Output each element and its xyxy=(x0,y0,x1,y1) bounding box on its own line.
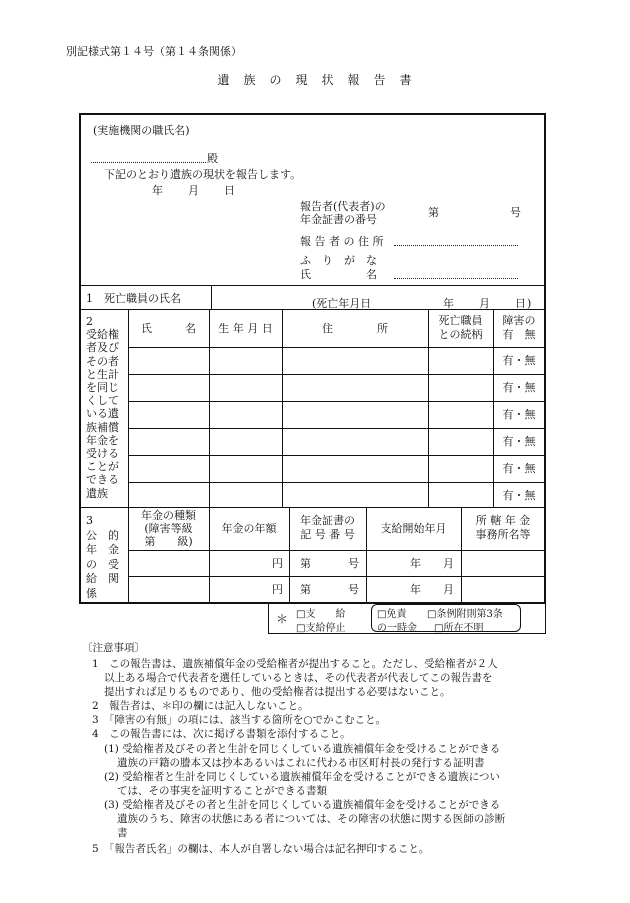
option-payment-stop[interactable]: □支給停止 xyxy=(296,623,346,634)
cert-go: 号 xyxy=(348,557,359,570)
col-birth-header: 生 年 月 日 xyxy=(218,322,273,335)
option-unknown-address[interactable]: □所在不明 xyxy=(434,623,484,634)
dono-text: 殿 xyxy=(207,152,218,165)
agency-label: (実施機関の職氏名) xyxy=(93,124,190,137)
pension-type-header: 年金の種類 (障害等級 第 級) xyxy=(141,509,196,548)
note-line: 書 xyxy=(117,827,128,839)
death-date-value[interactable]: 年 月 日) xyxy=(443,297,533,310)
notes-heading: 〔注意事項〕 xyxy=(82,642,145,654)
yen-unit: 円 xyxy=(272,583,283,596)
note-line: 3 「障害の有無」の項には、該当する箇所を○でかこむこと。 xyxy=(92,714,387,726)
address-label: 報 告 者 の 住 所 xyxy=(300,235,384,248)
option-lump-sum: の一時金 xyxy=(377,623,417,634)
reporter-name-field[interactable] xyxy=(394,277,518,279)
start-year: 年 xyxy=(410,583,421,596)
pension-number-label-2: 年金証書の番号 xyxy=(300,213,377,226)
address-field[interactable] xyxy=(394,244,518,246)
note-line: 遺族のうち、障害の状態にある者については、その障害の状態に関する医師の診断 xyxy=(117,813,506,825)
col-address-header: 住 所 xyxy=(322,322,388,335)
disability-choice[interactable]: 有・無 xyxy=(502,381,536,394)
form-id: 別記様式第１４号（第１４条関係） xyxy=(66,45,242,58)
note-line: 以上ある場合で代表者を選任しているときは、その代表者が代表してこの報告書を xyxy=(104,672,493,684)
asterisk-mark: ＊ xyxy=(276,612,289,626)
note-line: 5 「報告者氏名」の欄は、本人が自署しない場合は記名押印すること。 xyxy=(92,843,430,855)
option-payment[interactable]: □支 給 xyxy=(296,609,346,620)
start-month: 月 xyxy=(443,583,454,596)
start-month: 月 xyxy=(443,557,454,570)
note-line: (3) 受給権者及びその者と生計を同じくしている遺族補償年金を受けることができる xyxy=(104,799,501,811)
note-line: (2) 受給権者と生計を同じくしている遺族補償年金を受けることができる遺族につい xyxy=(104,771,500,783)
section2-label: 2 受給権 者及び その者 と生計 を同じ くして いる遺 族補償 年金を 受ける ことが できる 遺族 xyxy=(86,315,119,500)
page-title: 遺 族 の 現 状 報 告 書 xyxy=(217,73,413,87)
note-line: 遺族の戸籍の謄本又は抄本あるいはこれに代わる市区町村長の発行する証明書 xyxy=(117,757,485,769)
pension-amount-header: 年金の年額 xyxy=(221,522,277,535)
option-exemption[interactable]: □免責 xyxy=(377,609,407,620)
disability-choice[interactable]: 有・無 xyxy=(502,435,536,448)
furigana-label: ふ り が な xyxy=(300,254,377,267)
section3-label: 3 公 的 年 金 の 受 給 関 係 xyxy=(86,514,119,600)
disability-choice[interactable]: 有・無 xyxy=(502,462,536,475)
report-date[interactable]: 年 月 日 xyxy=(152,184,236,197)
yen-unit: 円 xyxy=(272,557,283,570)
reporter-name-label: 氏 名 xyxy=(300,268,377,281)
office-header: 所 轄 年 金 事務所名等 xyxy=(475,514,531,541)
disability-choice[interactable]: 有・無 xyxy=(502,489,536,502)
cert-dai: 第 xyxy=(300,557,311,570)
pension-number-dai: 第 xyxy=(428,206,439,219)
note-line: 1 この報告書は、遺族補償年金の受給権者が提出すること。ただし、受給権者が２人 xyxy=(92,658,498,670)
death-date-label: (死亡年月日 xyxy=(312,297,372,310)
deceased-name-label: 1 死亡職員の氏名 xyxy=(86,292,181,305)
col-name-header: 氏 名 xyxy=(141,322,196,335)
option-supplementary[interactable]: □条例附則第3条 xyxy=(427,609,503,620)
agency-name-line[interactable] xyxy=(91,157,206,163)
cert-dai: 第 xyxy=(300,583,311,596)
note-line: 提出すれば足りるものであり、他の受給権者は提出する必要はないこと。 xyxy=(104,686,451,698)
note-line: (1) 受給権者及びその者と生計を同じくしている遺族補償年金を受けることができる xyxy=(104,743,501,755)
disability-choice[interactable]: 有・無 xyxy=(502,408,536,421)
cert-number-header: 年金証書の 記 号 番 号 xyxy=(300,514,355,541)
note-line: 4 この報告書には、次に掲げる書類を添付すること。 xyxy=(92,728,351,740)
pension-number-label: 報告者(代表者)の xyxy=(300,200,386,213)
report-text: 下記のとおり遺族の現状を報告します。 xyxy=(104,168,302,181)
disability-choice[interactable]: 有・無 xyxy=(502,354,536,367)
col-disability-header: 障害の 有 無 xyxy=(502,314,536,341)
col-relation-header: 死亡職員 との続柄 xyxy=(438,314,483,341)
pension-number-go: 号 xyxy=(510,206,521,219)
cert-go: 号 xyxy=(348,583,359,596)
start-date-header: 支給開始年月 xyxy=(380,522,447,535)
start-year: 年 xyxy=(410,557,421,570)
note-line: 2 報告者は、＊印の欄には記入しないこと。 xyxy=(92,700,309,712)
note-line: ては、その事実を証明することができる書類 xyxy=(117,785,327,797)
